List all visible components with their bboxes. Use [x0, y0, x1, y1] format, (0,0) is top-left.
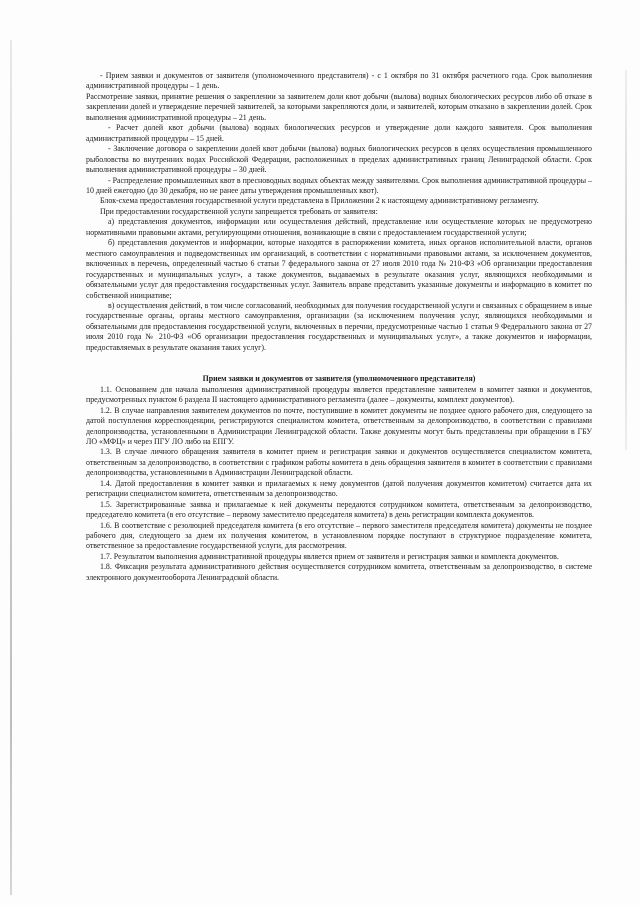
paragraph: в) осуществления действий, в том числе согласований, необходимых для получения государственной услуги и связанных с обращением в иные государственные органы, органы местного самоуправления, организации (за исключением получения услуг, являющихся необходимыми и обязательными для предоставления государственной услуги, включенных в перечни, предусмотренные частью 1 статьи 9 Федерального закона от 27 июля 2010 года № 210-ФЗ «Об организации предоставления государственных и муниципальных услуг», а также документов и информации, предоставляемых в результате оказания таких услуг). [86, 300, 592, 352]
numbered-paragraph: 1.1. Основанием для начала выполнения административной процедуры является представление заявителем в комитет заявки и документов, предусмотренных пунктом 6 раздела II настоящего административного регламента (далее – документы, комплект документов). [86, 384, 592, 405]
paragraph: При предоставлении государственной услуги запрещается требовать от заявителя: [100, 206, 378, 216]
numbered-paragraph: 1.8. Фиксация результата административного действия осуществляется сотрудником комитета, ответственным за делопроизводство, в системе электронного документооборота Ленинградской области. [86, 562, 592, 582]
section-heading: Прием заявки и документов от заявителя (уполномоченного представителя) [202, 374, 476, 384]
numbered-paragraph: 1.7. Результатом выполнения административной процедуры является прием от заявителя и регистрация заявки и комплекта документов. [100, 551, 559, 561]
paragraph: - Расчет долей квот добычи (вылова) водных биологических ресурсов и утверждение доли каждого заявителя. Срок выполнения административной процедуры – 15 дней. [86, 123, 592, 143]
paragraph: - Распределение промышленных квот в пресноводных водных объектах между заявителями. Срок выполнения административной процедуры – 10 дней ежегодно (до 30 декабря, но не ранее даты утверждения промышленных квот). [86, 175, 592, 195]
paragraph: Блок-схема предоставления государственной услуги представлена в Приложении 2 к настоящему административному регламенту. [100, 196, 539, 206]
paragraph: а) представления документов, информации или осуществления действий, представление или осуществление которых не предусмотрено нормативными правовыми актами, регулирующими отношения, возникающие в связи с предоставлением государственной услуги; [86, 217, 592, 237]
scan-shadow-left [10, 40, 12, 895]
scan-shadow-right [625, 70, 627, 450]
paragraph: - Прием заявки и документов от заявителя (уполномоченного представителя) - с 1 октября по 31 октября расчетного года. Срок выполнения административной процедуры – 1 день. [86, 71, 592, 91]
numbered-paragraph: 1.4. Датой предоставления в комитет заявки и прилагаемых к нему документов (датой получения документов комитетом) считается дата их регистрации специалистом комитета, ответственным за делопроизводство. [86, 478, 592, 499]
numbered-paragraph: 1.2. В случае направления заявителем документов по почте, поступившие в комитет документы не позднее одного рабочего дня, следующего за датой поступления корреспонденции, регистрируются специалистом комитета, ответственным за делопроизводство, в соответствии с правилами делопроизводства, установленными в Администрации Ленинградской области. Также документы могут быть представлены при обращении в ГБУ ЛО «МФЦ» и через ПГУ ЛО либо на ЕПГУ. [86, 405, 592, 446]
paragraph: Рассмотрение заявки, принятие решения о закреплении за заявителем доли квот добычи (вылова) водных биологических ресурсов либо об отказе в закреплении долей и утверждение перечней заявителей, за которыми закрепляются доли, и заявителей, которым отказано в закреплении долей. Срок выполнения административной процедуры – 21 день. [86, 91, 592, 122]
numbered-paragraph: 1.3. В случае личного обращения заявителя в комитет прием и регистрация заявки и документов осуществляется специалистом комитета, ответственным за делопроизводство, в соответствии с графиком работы комитета в день обращения заявителя в комитет в соответствии с правилами делопроизводства, установленными в Администрации Ленинградской области. [86, 447, 592, 478]
numbered-paragraph: 1.5. Зарегистрированные заявка и прилагаемые к ней документы передаются сотрудником комитета, ответственным за делопроизводство, председателю комитета (в его отсутствие – первому заместителю председателя комитета) в день регистрации комплекта документов. [86, 499, 592, 520]
paragraph: - Заключение договора о закреплении долей квот добычи (вылова) водных биологических ресурсов в целях осуществления промышленного рыболовства во внутренних водах Российской Федерации, расположенных в пределах административных границ Ленинградской области. Срок выполнения административной процедуры – 30 дней. [86, 144, 592, 175]
document-body [86, 71, 592, 583]
paragraph: б) представления документов и информации, которые находятся в распоряжении комитета, иных органов исполнительной власти, органов местного самоуправления и подведомственных им организаций, в соответствии с нормативными правовыми актами, за исключением документов, включенных в перечень, определенный частью 6 статьи 7 федерального закона от 27 июля 2010 года № 210-ФЗ «Об организации предоставления государственных и муниципальных услуг», а также документов, выдаваемых в результате оказания услуг, являющихся необходимыми и обязательными услуг для предоставления государственных услуг. Заявитель вправе представить указанные документы и информацию в комитет по собственной инициативе; [86, 238, 592, 300]
numbered-paragraph: 1.6. В соответствие с резолюцией председателя комитета (в его отсутствие – первого заместителя председателя комитета) документы не позднее рабочего дня, следующего за днем их получения комитетом, в установленном порядке поступают в структурное подразделение комитета, ответственное за предоставление государственной услуги, для рассмотрения. [86, 520, 592, 551]
